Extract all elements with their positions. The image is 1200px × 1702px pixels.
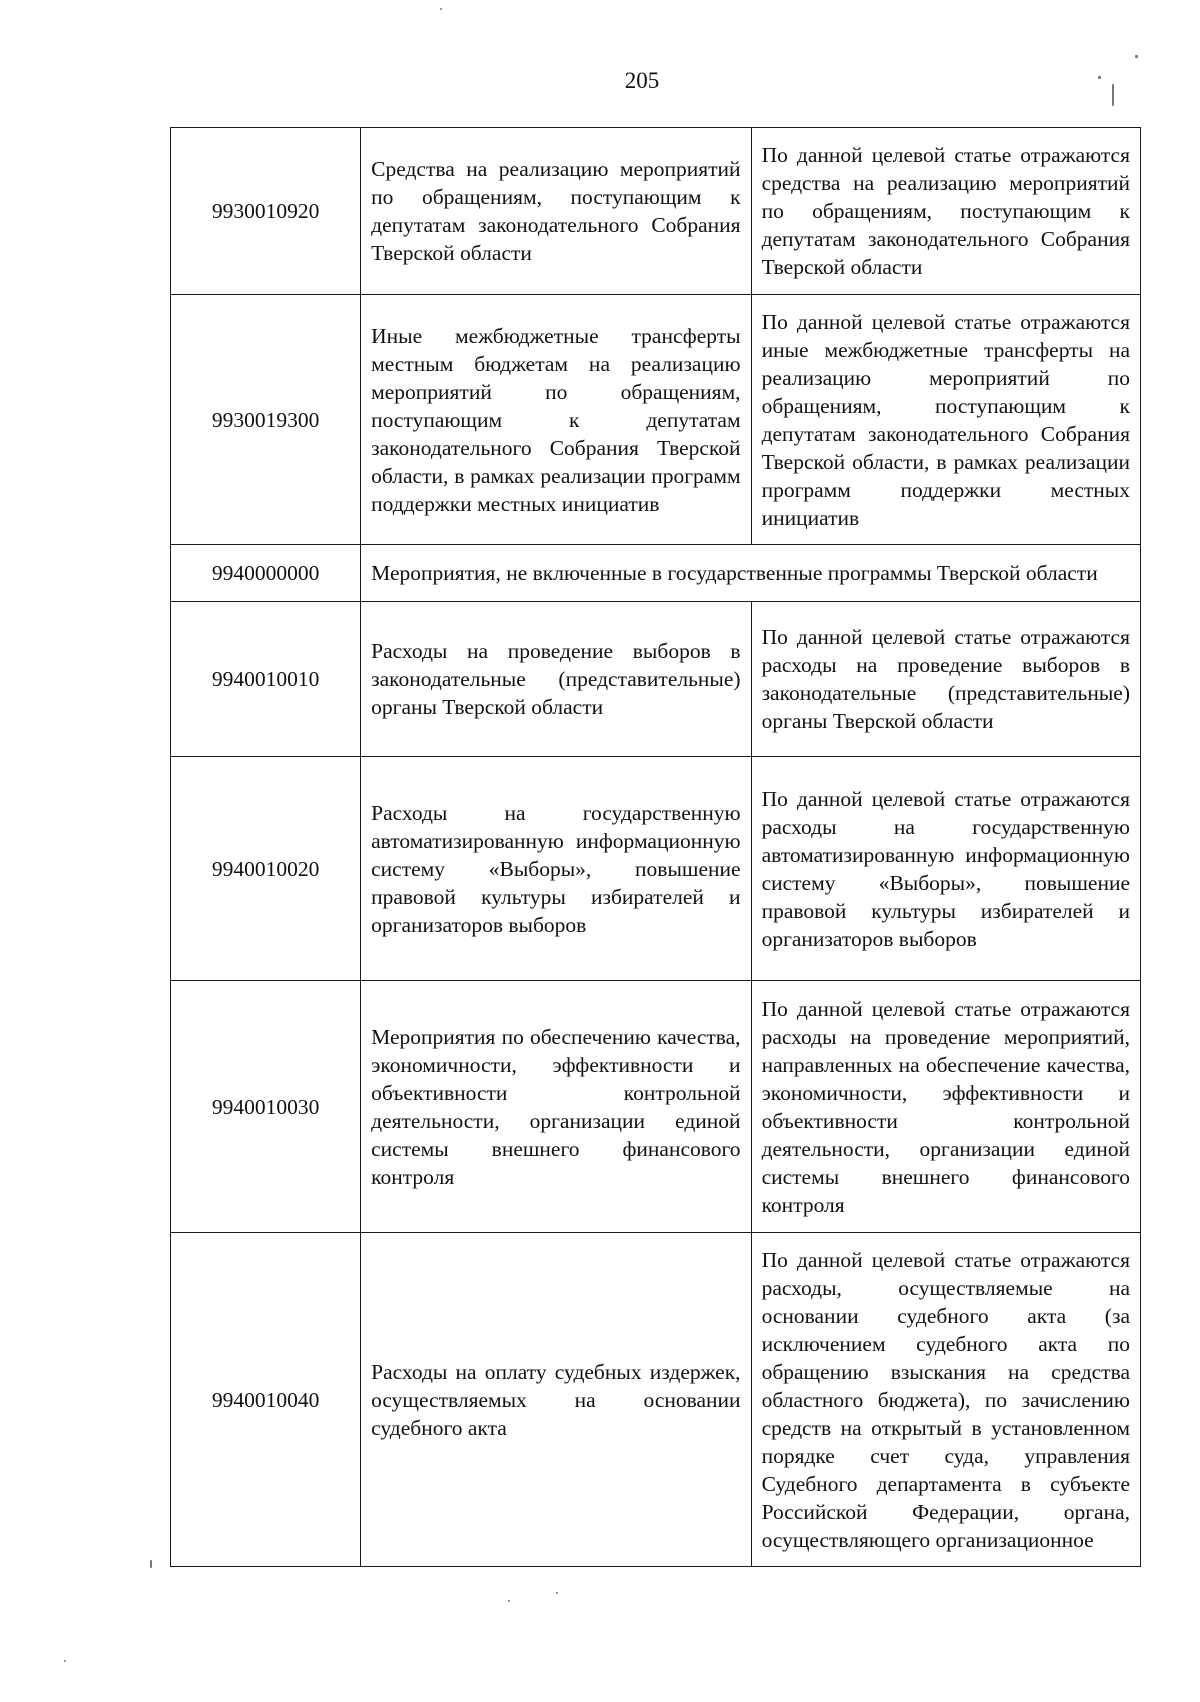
scan-speck xyxy=(556,1592,558,1594)
scan-speck xyxy=(508,1600,510,1602)
target-item-description: По данной целевой статье отражаются расходы на государственную автоматизированную информационную систему «Выборы», повышение правовой культуры избирателей и организаторов выборов xyxy=(751,757,1140,981)
target-item-name: Расходы на государственную автоматизированную информационную систему «Выборы», повышение правовой культуры избирателей и организаторов выборов xyxy=(361,757,751,981)
table-row xyxy=(171,1233,1141,1567)
scan-speck xyxy=(440,8,442,10)
scan-speck xyxy=(150,1560,152,1568)
target-item-name: Иные межбюджетные трансферты местным бюджетам на реализацию мероприятий по обращениям, поступающим к депутатам законодательного Собрания Тверской области, в рамках реализации программ поддержки местных инициатив xyxy=(361,295,751,545)
target-item-name: Мероприятия по обеспечению качества, экономичности, эффективности и объективности контрольной деятельности, организации единой системы внешнего финансового контроля xyxy=(361,981,751,1233)
target-item-code: 9930019300 xyxy=(171,295,361,545)
scan-speck xyxy=(1135,55,1138,58)
table-row xyxy=(171,757,1141,981)
table-row xyxy=(171,981,1141,1233)
target-item-description: По данной целевой статье отражаются средства на реализацию мероприятий по обращениям, поступающим к депутатам законодательного Собрания Тверской области xyxy=(751,128,1140,295)
target-item-description: По данной целевой статье отражаются расходы, осуществляемые на основании судебного акта (за исключением судебного акта по обращению взыскания на средства областного бюджета), по зачислению средств на открытый в установленном порядке счет суда, управления Судебного департамента в субъекте Российской Федерации, органа, осуществляющего организационное xyxy=(751,1233,1140,1567)
target-item-description: По данной целевой статье отражаются расходы на проведение мероприятий, направленных на обеспечение качества, экономичности, эффективности и объективности контрольной деятельности, организации единой системы внешнего финансового контроля xyxy=(751,981,1140,1233)
table-row xyxy=(171,295,1141,545)
target-item-description: По данной целевой статье отражаются расходы на проведение выборов в законодательные (представительные) органы Тверской области xyxy=(751,602,1140,757)
table-row xyxy=(171,602,1141,757)
target-item-code: 9940010030 xyxy=(171,981,361,1233)
section-code: 9940000000 xyxy=(171,545,361,602)
target-item-code: 9930010920 xyxy=(171,128,361,295)
target-item-code: 9940010020 xyxy=(171,757,361,981)
table-row xyxy=(171,128,1141,295)
section-title: Мероприятия, не включенные в государственные программы Тверской области xyxy=(361,545,1141,602)
target-item-name: Расходы на оплату судебных издержек, осуществляемых на основании судебного акта xyxy=(361,1233,751,1567)
table-row-section xyxy=(171,545,1141,602)
target-item-name: Расходы на проведение выборов в законодательные (представительные) органы Тверской области xyxy=(361,602,751,757)
scan-speck xyxy=(64,1660,66,1662)
target-item-code: 9940010010 xyxy=(171,602,361,757)
target-item-name: Средства на реализацию мероприятий по обращениям, поступающим к депутатам законодательного Собрания Тверской области xyxy=(361,128,751,295)
target-item-description: По данной целевой статье отражаются иные межбюджетные трансферты на реализацию мероприятий по обращениям, поступающим к депутатам законодательного Собрания Тверской области, в рамках реализации программ поддержки местных инициатив xyxy=(751,295,1140,545)
scan-speck xyxy=(1112,84,1114,106)
page-number: 205 xyxy=(624,68,660,93)
scan-speck xyxy=(1098,76,1101,79)
budget-classification-table xyxy=(170,127,1141,1567)
target-item-code: 9940010040 xyxy=(171,1233,361,1567)
